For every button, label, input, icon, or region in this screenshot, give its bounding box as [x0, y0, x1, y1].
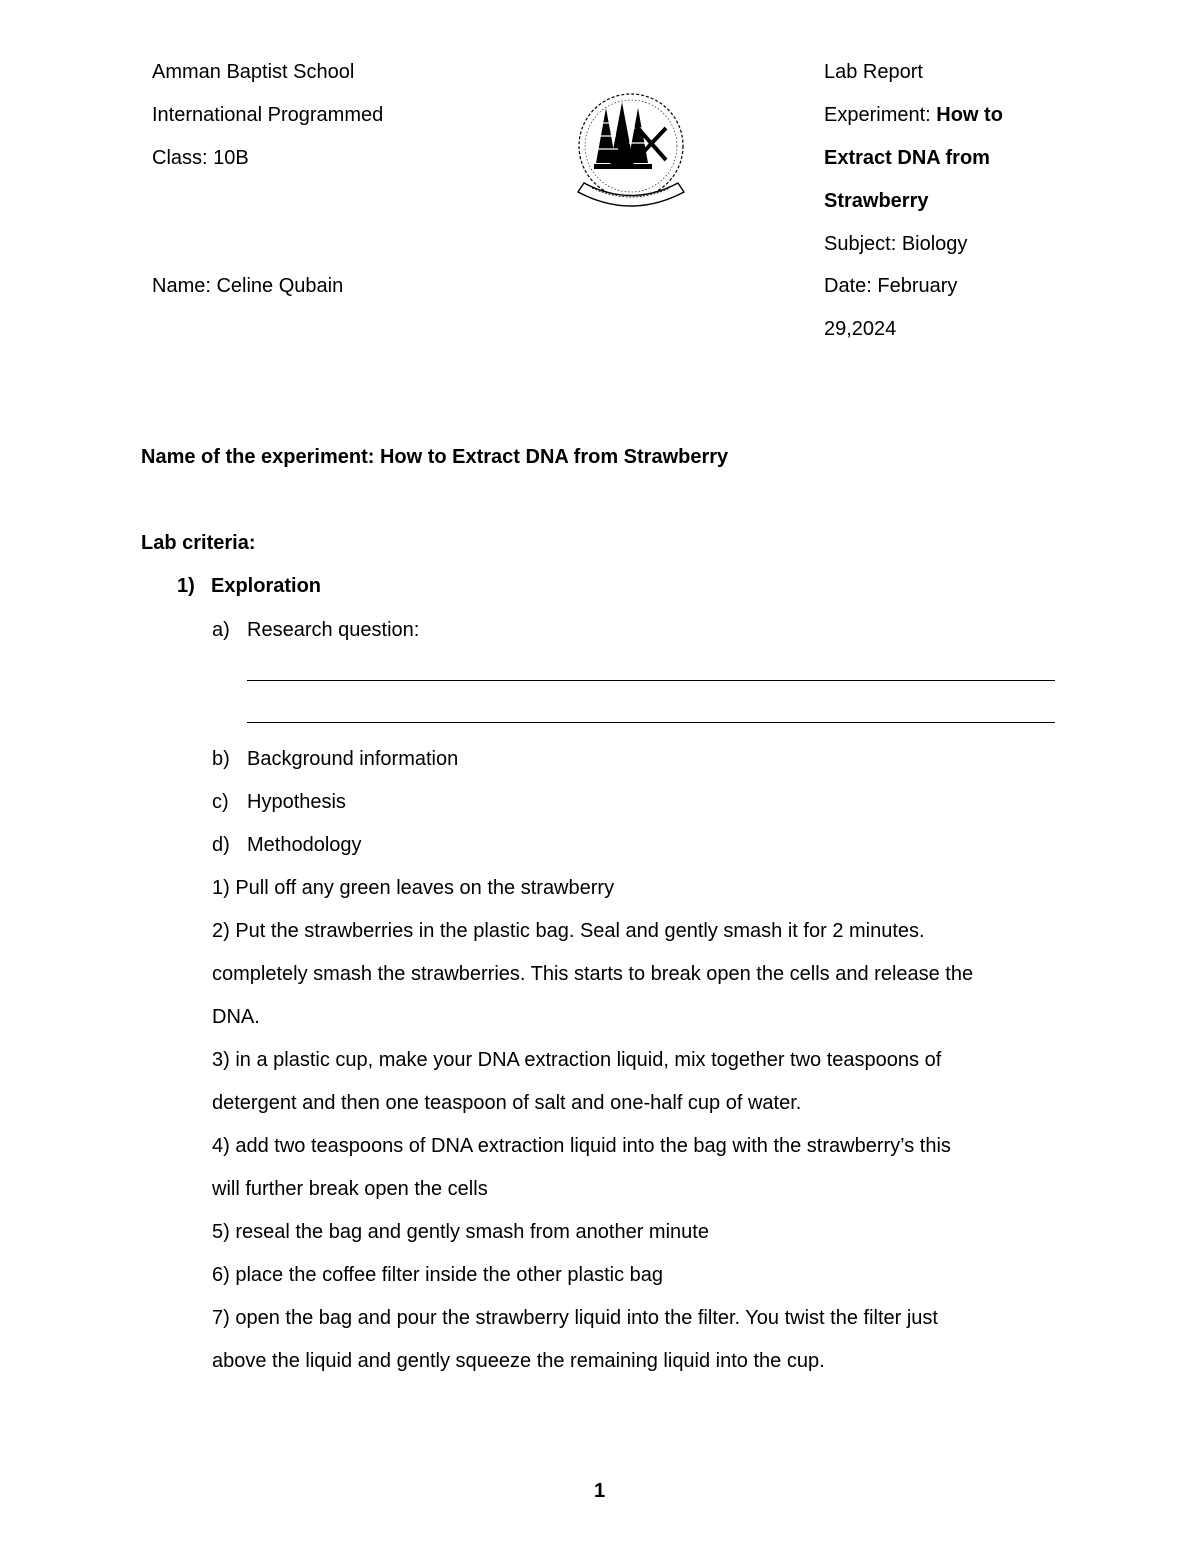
item-marker-d: d)	[212, 834, 230, 856]
report-type: Lab Report	[824, 61, 923, 83]
answer-blank-line	[247, 722, 1055, 723]
step-line: above the liquid and gently squeeze the remaining liquid into the cup.	[212, 1350, 825, 1372]
experiment-label: Experiment:	[824, 104, 937, 126]
step-line: completely smash the strawberries. This starts to break open the cells and release the	[212, 963, 974, 985]
experiment-line	[824, 105, 1003, 125]
date-line-1: Date: February	[824, 275, 958, 297]
lab-criteria-heading: Lab criteria:	[141, 532, 256, 554]
step-line: DNA.	[212, 1006, 260, 1028]
subject-line: Subject: Biology	[824, 233, 968, 255]
item-marker-a: a)	[212, 619, 230, 641]
step-line: 6) place the coffee filter inside the other plastic bag	[212, 1264, 664, 1286]
section-number: 1)	[177, 575, 195, 597]
item-marker-c: c)	[212, 791, 229, 813]
step-line: 4) add two teaspoons of DNA extraction liquid into the bag with the strawberry’s this	[212, 1135, 951, 1157]
step-line: detergent and then one teaspoon of salt and one-half cup of water.	[212, 1092, 802, 1114]
experiment-title-part2: Extract DNA from	[824, 147, 990, 169]
step-line: 3) in a plastic cup, make your DNA extraction liquid, mix together two teaspoons of	[212, 1049, 942, 1071]
step-line: will further break open the cells	[212, 1178, 488, 1200]
experiment-title-part3: Strawberry	[824, 190, 929, 212]
date-line-2: 29,2024	[824, 318, 897, 340]
methodology-label: Methodology	[247, 834, 362, 856]
experiment-name-heading: Name of the experiment: How to Extract DNA from Strawberry	[141, 446, 729, 468]
section-title-exploration: Exploration	[211, 575, 322, 597]
step-line: 2) Put the strawberries in the plastic bag. Seal and gently smash it for 2 minutes.	[212, 920, 925, 942]
school-name: Amman Baptist School	[152, 61, 355, 83]
page-number: 1	[594, 1480, 606, 1502]
step-line: 1) Pull off any green leaves on the strawberry	[212, 877, 615, 899]
answer-blank-line	[247, 680, 1055, 681]
step-line: 7) open the bag and pour the strawberry liquid into the filter. You twist the filter just	[212, 1307, 938, 1329]
school-seal-logo	[566, 88, 696, 218]
step-line: 5) reseal the bag and gently smash from another minute	[212, 1221, 709, 1243]
class-line: Class: 10B	[152, 147, 249, 169]
program-name: International Programmed	[152, 104, 384, 126]
research-question-label: Research question:	[247, 619, 420, 641]
experiment-title-part1: How to	[936, 104, 1003, 126]
student-name: Name: Celine Qubain	[152, 275, 344, 297]
item-marker-b: b)	[212, 748, 230, 770]
background-information-label: Background information	[247, 748, 459, 770]
hypothesis-label: Hypothesis	[247, 791, 346, 813]
